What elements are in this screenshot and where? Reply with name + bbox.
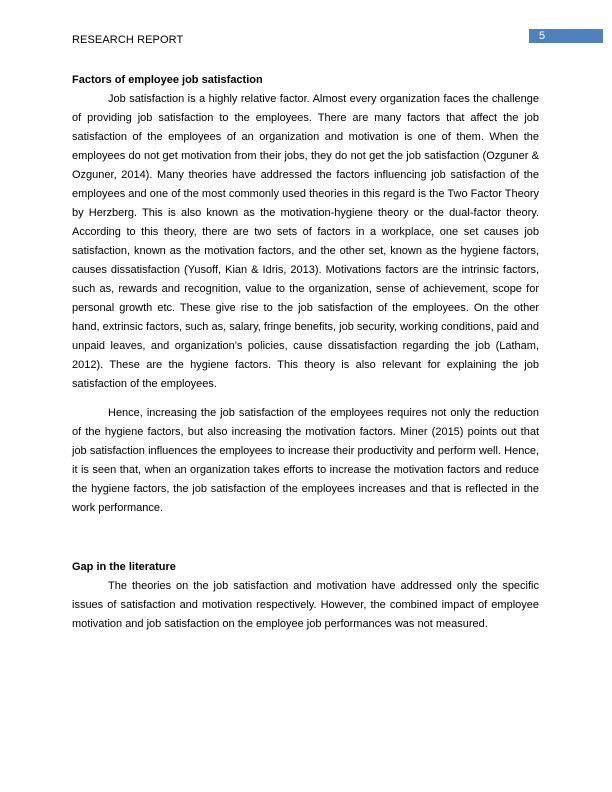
page-number: 5 — [529, 29, 603, 43]
paragraph: Hence, increasing the job satisfaction of the employees requires not only the reduction of the hygiene factors, but also increasing the motivation factors. Miner (2015) points out that job satisfaction influences the employees to increase their productivity and perform well. Hence, it is seen that, when an organization takes efforts to increase the motivation factors and reduce the hygiene factors, the job satisfaction of the employees increases and that is reflected in the work performance. — [72, 407, 539, 514]
section-heading-gap: Gap in the literature — [72, 561, 176, 573]
running-header: RESEARCH REPORT — [72, 34, 184, 46]
section-heading-factors: Factors of employee job satisfaction — [72, 74, 263, 86]
document-body — [72, 71, 539, 634]
paragraph: The theories on the job satisfaction and motivation have addressed only the specific issues of satisfaction and motivation respectively. However, the combined impact of employee motivation and job satisfaction on the employee job performances was not measured. — [72, 580, 539, 630]
paragraph: Job satisfaction is a highly relative factor. Almost every organization faces the challenge of providing job satisfaction to the employees. There are many factors that affect the job satisfaction of the employees of an organization and motivation is one of them. When the employees do not get motivation from their jobs, they do not get the job satisfaction (Ozguner & Ozguner, 2014). Many theories have addressed the factors influencing job satisfaction of the employees and one of the most commonly used theories in this regard is the Two Factor Theory by Herzberg. This is also known as the motivation-hygiene theory or the dual-factor theory. According to this theory, there are two sets of factors in a workplace, one set causes job satisfaction, known as the motivation factors, and the other set, known as the hygiene factors, causes dissatisfaction (Yusoff, Kian & Idris, 2013). Motivations factors are the intrinsic factors, such as, rewards and recognition, value to the organization, sense of achievement, scope for personal growth etc. These give rise to the job satisfaction of the employees. On the other hand, extrinsic factors, such as, salary, fringe benefits, job security, working conditions, paid and unpaid leaves, and organization’s policies, cause dissatisfaction regarding the job (Latham, 2012). These are the hygiene factors. This theory is also relevant for explaining the job satisfaction of the employees. — [72, 93, 539, 390]
